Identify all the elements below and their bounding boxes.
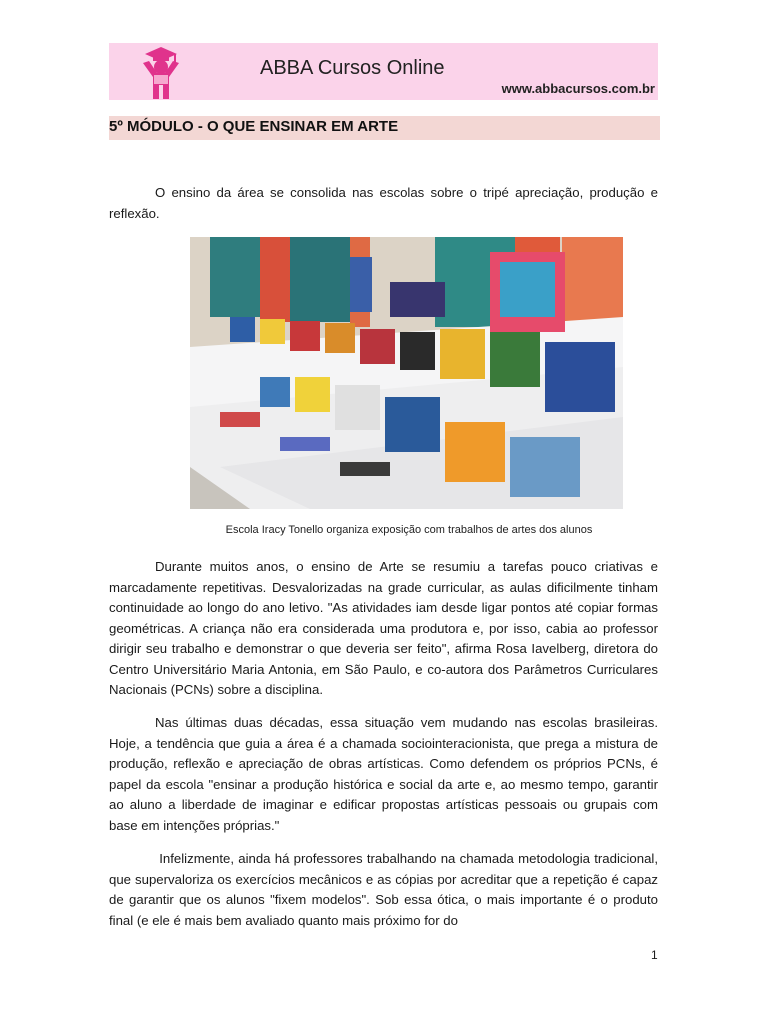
art-exhibition-photo: [190, 237, 623, 509]
website-url[interactable]: www.abbacursos.com.br: [501, 81, 655, 96]
page-number: 1: [651, 948, 658, 962]
brand-name: ABBA Cursos Online: [260, 57, 445, 79]
photo-caption: Escola Iracy Tonello organiza exposição com trabalhos de artes dos alunos: [225, 524, 593, 536]
module-heading-bar: [109, 116, 660, 140]
paragraph-text: Infelizmente, ainda há professores trabalhando na chamada metodologia tradicional, que supervaloriza os exercícios mecânicos e as cópias por acreditar que a repetição é capaz de garantir que os alunos "fixem modelos". Sob essa ótica, o mais importante é o produto final (e ele é mais bem avaliado quanto mais próximo for do: [109, 851, 658, 928]
paragraph: [109, 849, 658, 931]
paragraph-text: Nas últimas duas décadas, essa situação vem mudando nas escolas brasileiras. Hoje, a tendência que guia a área é a chamada sociointeracionista, que prega a mistura de produção, reflexão e apreciação de obras artísticas. Como defendem os próprios PCNs, é papel da escola "ensinar a produção histórica e social da arte e, ao mesmo tempo, garantir ao aluno a liberdade de imaginar e edificar propostas artísticas pessoais ou grupais com base em intenções próprias.": [109, 715, 658, 833]
graduate-figure-icon: [139, 45, 183, 99]
header-banner: [109, 43, 658, 100]
paragraph-text: O ensino da área se consolida nas escolas sobre o tripé apreciação, produção e reflexão.: [109, 185, 658, 221]
paragraph: [109, 183, 658, 224]
paragraph-text: Durante muitos anos, o ensino de Arte se resumiu a tarefas pouco criativas e marcadamente repetitivas. Desvalorizadas na grade curricular, as aulas dificilmente tinham continuidade ao longo do ano letivo. "As atividades iam desde ligar pontos até copiar formas geométricas. A criança não era considerada uma produtora e, por isso, cabia ao professor dirigir seu trabalho e demonstrar o que deveria ser feito", afirma Rosa Iavelberg, diretora do Centro Universitário Maria Antonia, em São Paulo, e co-autora dos Parâmetros Curriculares Nacionais (PCNs) sobre a disciplina.: [109, 559, 658, 697]
paragraph: [109, 713, 658, 836]
module-title: 5º MÓDULO - O QUE ENSINAR EM ARTE: [109, 118, 399, 135]
exhibition-illustration: [190, 237, 623, 509]
paragraph: [109, 557, 658, 701]
